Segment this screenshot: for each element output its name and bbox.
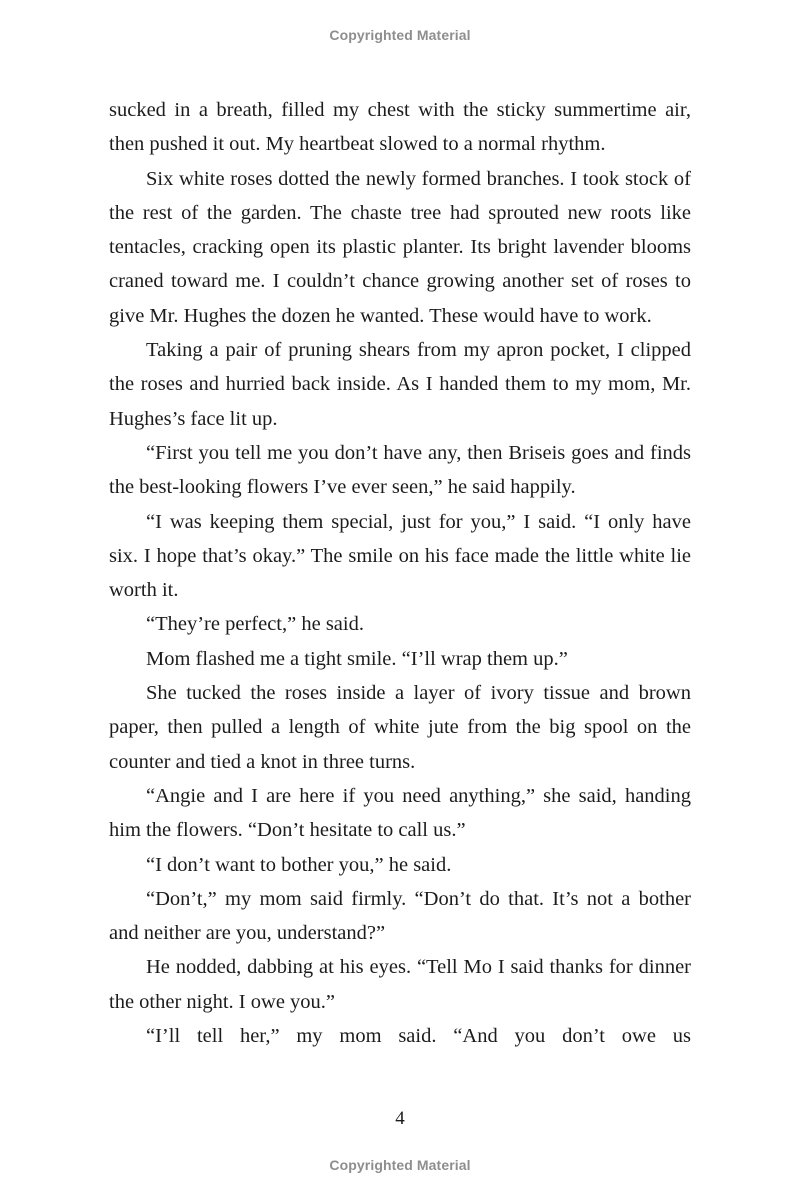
paragraph: She tucked the roses inside a layer of ivory tissue and brown paper, then pulled a length of white jute from the big spool on the counter and tied a knot in three turns.: [109, 682, 691, 773]
paragraph: He nodded, dabbing at his eyes. “Tell Mo I said thanks for dinner the other night. I owe you.”: [109, 956, 691, 1013]
paragraph: “First you tell me you don’t have any, then Briseis goes and finds the best-looking flowers I’ve ever seen,” he said happily.: [109, 441, 691, 499]
page-body: [109, 93, 691, 1053]
page-number: 4: [395, 1108, 405, 1129]
copyright-watermark-top: Copyrighted Material: [329, 27, 471, 43]
paragraph: “I was keeping them special, just for you,” I said. “I only have six. I hope that’s okay.” The smile on his face made the little white lie worth it.: [109, 510, 691, 602]
paragraph: “Angie and I are here if you need anything,” she said, handing him the flowers. “Don’t hesitate to call us.”: [109, 784, 691, 842]
paragraph: “Don’t,” my mom said firmly. “Don’t do that. It’s not a bother and neither are you, understand?”: [109, 887, 691, 945]
paragraph: Mom flashed me a tight smile. “I’ll wrap them up.”: [146, 647, 568, 670]
paragraph: “I’ll tell her,” my mom said. “And you don’t owe us: [146, 1025, 691, 1048]
paragraph: sucked in a breath, filled my chest with the sticky summertime air, then pushed it out. My heartbeat slowed to a normal rhythm.: [109, 99, 691, 156]
copyright-watermark-bottom: Copyrighted Material: [329, 1157, 471, 1173]
paragraph: “They’re perfect,” he said.: [146, 613, 364, 636]
paragraph: Six white roses dotted the newly formed branches. I took stock of the rest of the garden. The chaste tree had sprouted new roots like tentacles, cracking open its plastic planter. Its bright lavender blooms craned toward me. I couldn’t chance growing another set of roses to give Mr. Hughes the dozen he wanted. These would have to work.: [109, 167, 691, 327]
paragraph: Taking a pair of pruning shears from my apron pocket, I clipped the roses and hurried back inside. As I handed them to my mom, Mr. Hughes’s face lit up.: [109, 339, 691, 430]
paragraph: “I don’t want to bother you,” he said.: [146, 853, 452, 876]
